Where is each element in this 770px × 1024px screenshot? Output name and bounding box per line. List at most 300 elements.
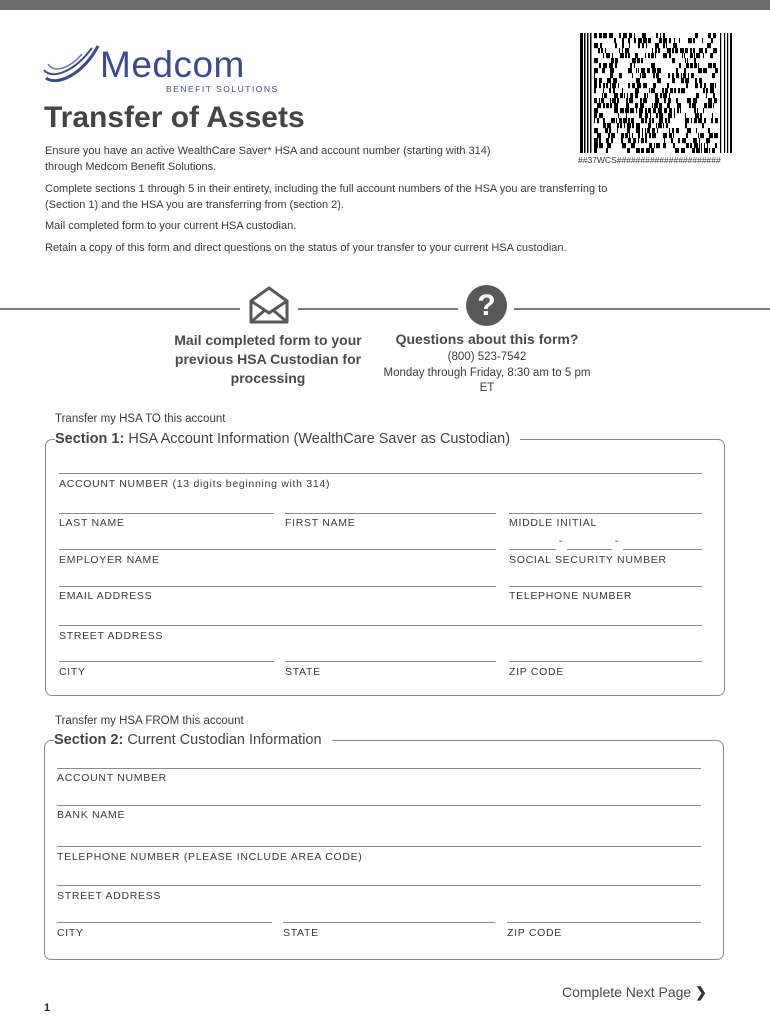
barcode-bar xyxy=(603,63,607,68)
barcode-bar xyxy=(669,53,671,58)
barcode-bar xyxy=(624,123,625,128)
barcode-bar xyxy=(603,118,605,123)
barcode-bar xyxy=(636,68,637,73)
zip-code-field[interactable] xyxy=(509,661,702,662)
barcode-bar xyxy=(627,128,630,133)
barcode-bar xyxy=(704,143,705,148)
barcode-bar xyxy=(668,73,670,78)
barcode-bar xyxy=(603,33,607,38)
section2-caption: Transfer my HSA FROM this account xyxy=(55,715,244,727)
barcode-bar xyxy=(603,123,606,128)
barcode-bar xyxy=(698,118,702,123)
barcode-bar xyxy=(645,113,648,118)
barcode-bar xyxy=(622,38,624,43)
state-field[interactable] xyxy=(285,661,496,662)
barcode-bar xyxy=(693,48,695,53)
barcode-bar xyxy=(627,93,628,98)
barcode-bar xyxy=(657,78,661,83)
barcode-bar xyxy=(597,118,599,123)
medcom-swoosh-icon xyxy=(42,40,102,90)
barcode-bar xyxy=(638,38,642,43)
barcode-bar xyxy=(668,113,672,118)
barcode-bar xyxy=(665,118,667,123)
barcode-bar xyxy=(712,73,715,78)
barcode-bar xyxy=(663,43,665,48)
bank-name-label: BANK NAME xyxy=(57,809,126,821)
barcode-bar xyxy=(594,78,597,83)
barcode-bar xyxy=(641,138,644,143)
barcode-bar xyxy=(599,33,602,38)
barcode-bar xyxy=(601,98,604,103)
barcode-bar xyxy=(663,93,667,98)
barcode-bar xyxy=(615,43,617,48)
barcode-bar xyxy=(668,118,670,123)
barcode-bar xyxy=(607,123,611,128)
barcode-bar xyxy=(620,108,624,113)
barcode-bar xyxy=(720,33,721,153)
barcode-bar xyxy=(710,88,714,93)
barcode-bar xyxy=(642,133,643,138)
barcode-bar xyxy=(681,88,685,93)
barcode-bar xyxy=(713,93,715,98)
barcode-bar xyxy=(603,53,604,58)
questions-hours: Monday through Friday, 8:30 am to 5 pm ET xyxy=(383,366,591,394)
telephone-label: TELEPHONE NUMBER (PLEASE INCLUDE AREA CODE) xyxy=(57,851,363,863)
barcode-bar xyxy=(623,33,627,38)
barcode-bar xyxy=(693,138,697,143)
barcode-bar xyxy=(645,118,647,123)
barcode-bar xyxy=(599,143,603,148)
barcode-bar xyxy=(606,83,608,88)
barcode-bar xyxy=(644,93,646,98)
barcode-bar xyxy=(652,128,655,133)
barcode-bar xyxy=(669,133,672,138)
last-name-label: LAST NAME xyxy=(59,517,125,529)
barcode-bar xyxy=(631,118,634,123)
barcode-bar xyxy=(686,143,689,148)
barcode-bar xyxy=(627,123,631,128)
barcode-bar xyxy=(622,88,623,93)
barcode-bar xyxy=(638,133,640,138)
barcode-bar xyxy=(663,38,667,43)
barcode-bar xyxy=(707,43,711,48)
medcom-logo xyxy=(42,40,292,96)
barcode-bar xyxy=(610,98,611,103)
barcode-bar xyxy=(610,73,613,78)
barcode-bar xyxy=(704,118,706,123)
barcode-bar xyxy=(640,98,642,103)
barcode-bar xyxy=(694,143,698,148)
barcode-bar xyxy=(666,43,667,48)
barcode-bar xyxy=(599,83,601,88)
barcode-bar xyxy=(605,128,608,133)
barcode-bar xyxy=(708,128,710,133)
barcode-bar xyxy=(663,33,665,38)
section1-number: Section 1: xyxy=(55,431,125,447)
barcode-bar xyxy=(649,118,651,123)
barcode-bar xyxy=(616,118,617,123)
barcode-bar xyxy=(606,103,609,108)
barcode-bar xyxy=(680,48,684,53)
barcode-bar xyxy=(654,143,655,148)
barcode-bar xyxy=(698,68,702,73)
barcode-bar xyxy=(696,148,700,153)
barcode-bar xyxy=(663,53,667,58)
barcode-bar xyxy=(692,103,696,108)
divider xyxy=(298,308,458,310)
barcode-bar xyxy=(708,103,712,108)
state-label: STATE xyxy=(283,927,319,939)
street-address-field[interactable] xyxy=(59,625,702,626)
barcode-bar xyxy=(688,73,689,78)
barcode-bar xyxy=(645,128,646,133)
barcode-bar xyxy=(658,123,662,128)
barcode-bar xyxy=(712,148,715,153)
barcode-bar xyxy=(699,78,702,83)
barcode-bar xyxy=(612,53,613,58)
barcode-bar xyxy=(618,113,619,118)
barcode-bar xyxy=(682,138,686,143)
barcode-bar xyxy=(713,48,717,53)
barcode-bar xyxy=(682,53,683,58)
barcode-bar xyxy=(609,128,611,133)
barcode-bar xyxy=(628,138,631,143)
barcode-bar xyxy=(699,143,700,148)
barcode-bar xyxy=(597,103,601,108)
barcode-bar xyxy=(656,73,659,78)
barcode-bar xyxy=(594,118,595,123)
barcode-bar xyxy=(690,48,692,53)
barcode-bar xyxy=(594,113,597,118)
barcode-bar xyxy=(659,38,662,43)
barcode-bar xyxy=(626,103,629,108)
barcode-bar xyxy=(696,53,700,58)
barcode-bar xyxy=(681,148,685,153)
barcode-bar xyxy=(709,133,713,138)
barcode-bar xyxy=(676,128,679,133)
barcode-bar xyxy=(622,143,626,148)
barcode-bar xyxy=(635,93,638,98)
barcode-bar xyxy=(619,48,620,53)
barcode-bar xyxy=(614,38,616,43)
next-page-label: Complete Next Page xyxy=(562,984,692,1000)
telephone-field[interactable] xyxy=(57,846,701,847)
barcode-bar xyxy=(594,148,597,153)
employer-name-field[interactable] xyxy=(59,549,496,550)
account-number-field[interactable] xyxy=(59,473,702,474)
intro-paragraph: Complete sections 1 through 5 in their entirety, including the full account numbers of the HSA you are transferring to (Section 1) and the HSA you are transferring from (section 2). xyxy=(45,183,608,211)
barcode-bar xyxy=(694,118,697,123)
barcode-bar xyxy=(690,53,693,58)
barcode-bar xyxy=(610,103,612,108)
barcode-bar xyxy=(641,68,645,73)
section1-caption: Transfer my HSA TO this account xyxy=(55,413,226,425)
barcode-bar xyxy=(652,103,653,108)
section1-title xyxy=(55,431,520,447)
barcode-bar xyxy=(621,133,624,138)
barcode-bar xyxy=(652,68,656,73)
barcode-bar xyxy=(685,78,689,83)
barcode-bar xyxy=(631,143,635,148)
barcode-bar xyxy=(594,83,597,88)
barcode-bar xyxy=(646,43,647,48)
barcode-bar xyxy=(695,83,698,88)
barcode-bar xyxy=(706,93,707,98)
barcode-bar xyxy=(656,113,658,118)
account-number-label: ACCOUNT NUMBER xyxy=(57,772,167,784)
barcode-bar xyxy=(662,88,664,93)
barcode-bar xyxy=(621,138,623,143)
barcode-bar xyxy=(679,38,680,43)
barcode-bar xyxy=(609,88,611,93)
barcode-bar xyxy=(615,58,618,63)
barcode-bar xyxy=(647,93,648,98)
section2-title xyxy=(54,732,332,748)
barcode-bar xyxy=(594,128,598,133)
barcode-bar xyxy=(713,63,716,68)
barcode-bar xyxy=(655,98,659,103)
barcode-bar xyxy=(674,88,676,93)
barcode-bar xyxy=(681,78,684,83)
barcode-bar xyxy=(711,118,713,123)
barcode-bar xyxy=(685,118,689,123)
barcode-bar xyxy=(628,118,630,123)
barcode-bar xyxy=(687,128,691,133)
barcode-bar xyxy=(611,118,615,123)
barcode-bar xyxy=(590,33,592,153)
barcode-bar xyxy=(622,43,624,48)
barcode-bar xyxy=(658,108,662,113)
barcode-bar xyxy=(617,128,618,133)
last-name-field[interactable] xyxy=(59,513,274,514)
barcode-bar xyxy=(703,53,704,58)
first-name-field[interactable] xyxy=(285,513,496,514)
barcode-bar xyxy=(620,53,624,58)
page-title: Transfer of Assets xyxy=(44,101,305,134)
bank-name-field[interactable] xyxy=(57,805,701,806)
barcode-bar xyxy=(648,108,651,113)
barcode-bar xyxy=(628,68,632,73)
barcode-bar xyxy=(584,33,586,153)
barcode-bar xyxy=(594,33,597,38)
barcode-bar xyxy=(648,38,651,43)
barcode-bar xyxy=(617,123,619,128)
barcode-bar xyxy=(674,108,675,113)
barcode-bar xyxy=(647,68,650,73)
city-field[interactable] xyxy=(57,922,272,923)
barcode-bar xyxy=(686,83,688,88)
barcode-bar xyxy=(690,143,692,148)
barcode-bar xyxy=(611,133,615,138)
barcode-bar xyxy=(694,53,695,58)
barcode-bar xyxy=(643,38,647,43)
barcode-bar xyxy=(706,88,708,93)
barcode-bar xyxy=(681,73,682,78)
barcode-bar xyxy=(648,123,651,128)
barcode-bar xyxy=(632,123,634,128)
barcode-bar xyxy=(645,53,646,58)
telephone-label: TELEPHONE NUMBER xyxy=(509,590,633,602)
barcode-bar xyxy=(669,38,671,43)
employer-name-label: EMPLOYER NAME xyxy=(59,554,160,566)
barcode-bar xyxy=(587,33,589,153)
barcode-bar xyxy=(652,118,654,123)
barcode-bar xyxy=(609,63,613,68)
barcode-bar xyxy=(707,143,708,148)
section2-number: Section 2: xyxy=(54,732,124,748)
barcode-bar xyxy=(678,88,680,93)
barcode-bar xyxy=(649,133,651,138)
barcode-bar xyxy=(608,133,610,138)
barcode-bar xyxy=(649,143,652,148)
barcode-bar xyxy=(653,73,655,78)
zip-code-label: ZIP CODE xyxy=(507,927,562,939)
middle-initial-label: MIDDLE INITIAL xyxy=(509,517,597,529)
page-number: 1 xyxy=(44,1002,51,1014)
barcode-bar xyxy=(627,148,630,153)
barcode-bar xyxy=(656,123,657,128)
barcode-bar xyxy=(712,113,713,118)
barcode-bar xyxy=(715,143,717,148)
barcode-bar xyxy=(603,103,605,108)
email-field[interactable] xyxy=(59,586,496,587)
barcode-bar xyxy=(641,118,644,123)
barcode-bar xyxy=(704,103,707,108)
divider xyxy=(0,308,240,310)
ssn-part3-field[interactable] xyxy=(623,549,702,550)
barcode-bar xyxy=(607,78,611,83)
street-address-field[interactable] xyxy=(57,885,701,886)
account-number-field[interactable] xyxy=(57,768,701,769)
barcode-bar xyxy=(652,48,653,53)
barcode-bar xyxy=(614,103,618,108)
barcode-bar xyxy=(632,58,636,63)
barcode-bar xyxy=(642,128,643,133)
barcode-bar xyxy=(703,88,705,93)
barcode-bar xyxy=(606,148,608,153)
complete-next-page-link[interactable] xyxy=(562,984,707,1001)
barcode-bar xyxy=(612,98,616,103)
barcode-bar xyxy=(634,63,635,68)
barcode-bar xyxy=(655,53,656,58)
barcode-bar xyxy=(690,63,693,68)
ssn-part2-field[interactable] xyxy=(567,549,612,550)
email-label: EMAIL ADDRESS xyxy=(59,590,153,602)
barcode-bar xyxy=(702,38,703,43)
barcode-bar xyxy=(691,73,694,78)
barcode-bar xyxy=(610,68,614,73)
barcode-bar xyxy=(655,43,659,48)
barcode-bar xyxy=(635,88,639,93)
middle-initial-field[interactable] xyxy=(509,513,702,514)
barcode-bar xyxy=(709,148,710,153)
barcode-bar xyxy=(687,98,691,103)
barcode-bar xyxy=(645,138,647,143)
street-address-label: STREET ADDRESS xyxy=(57,890,162,902)
telephone-field[interactable] xyxy=(509,586,702,587)
barcode-bar xyxy=(663,123,664,128)
barcode-bar xyxy=(673,143,675,148)
barcode-bar xyxy=(632,73,633,78)
barcode-bar xyxy=(600,43,602,48)
barcode-bar xyxy=(674,113,675,118)
barcode-bar xyxy=(610,83,611,88)
barcode-bar xyxy=(602,93,603,98)
barcode-bar xyxy=(656,33,658,38)
barcode-bar xyxy=(674,38,675,43)
barcode-bar xyxy=(700,113,702,118)
barcode-bar xyxy=(668,98,671,103)
zip-code-field[interactable] xyxy=(507,922,701,923)
barcode-bar xyxy=(680,108,681,113)
barcode-bar xyxy=(618,83,619,88)
barcode-bar xyxy=(643,83,647,88)
barcode-bar xyxy=(713,33,716,38)
barcode-bar xyxy=(708,98,712,103)
barcode-bar xyxy=(626,98,628,103)
barcode-bar xyxy=(628,53,630,58)
barcode-bar xyxy=(594,98,597,103)
barcode-bar xyxy=(625,108,629,113)
barcode-bar xyxy=(641,58,643,63)
barcode-bar xyxy=(663,133,667,138)
ssn-label: SOCIAL SECURITY NUMBER xyxy=(509,554,667,566)
barcode-bar xyxy=(659,113,663,118)
city-field[interactable] xyxy=(59,661,274,662)
barcode-bar xyxy=(694,58,696,63)
barcode-bar xyxy=(660,33,661,38)
barcode-bar xyxy=(599,78,602,83)
barcode-bar xyxy=(667,48,671,53)
city-label: CITY xyxy=(57,927,84,939)
state-field[interactable] xyxy=(283,922,495,923)
barcode-bar xyxy=(612,83,616,88)
top-bar xyxy=(0,0,770,10)
barcode-bar xyxy=(647,128,650,133)
barcode-bar xyxy=(594,88,596,93)
barcode-bar xyxy=(636,78,640,83)
barcode-bar xyxy=(676,73,679,78)
barcode-bar xyxy=(636,148,640,153)
barcode-bar xyxy=(642,43,644,48)
ssn-part1-field[interactable] xyxy=(509,549,556,550)
barcode-bar xyxy=(660,93,662,98)
barcode-bar xyxy=(699,138,700,143)
barcode-bar xyxy=(704,148,708,153)
barcode-bar xyxy=(635,53,638,58)
divider xyxy=(514,308,770,310)
barcode-bar xyxy=(594,43,598,48)
barcode-bar xyxy=(611,138,613,143)
barcode-bar xyxy=(629,33,632,38)
barcode-bar xyxy=(623,118,627,123)
barcode-bar xyxy=(594,108,598,113)
barcode-bar xyxy=(630,108,634,113)
account-number-label: ACCOUNT NUMBER (13 digits beginning with 314) xyxy=(59,478,331,490)
barcode-bar xyxy=(619,73,622,78)
barcode-bar xyxy=(696,128,697,133)
barcode-bar xyxy=(632,133,633,138)
barcode-bar xyxy=(664,98,666,103)
barcode-bar xyxy=(636,128,640,133)
barcode-bar xyxy=(642,33,646,38)
barcode-bar xyxy=(657,128,658,133)
intro-paragraph: Retain a copy of this form and direct questions on the status of your transfer to your current HSA custodian. xyxy=(45,242,567,254)
barcode-bar xyxy=(686,63,689,68)
barcode-bar xyxy=(715,83,716,88)
barcode-bar xyxy=(705,48,707,53)
barcode-bar xyxy=(633,138,636,143)
